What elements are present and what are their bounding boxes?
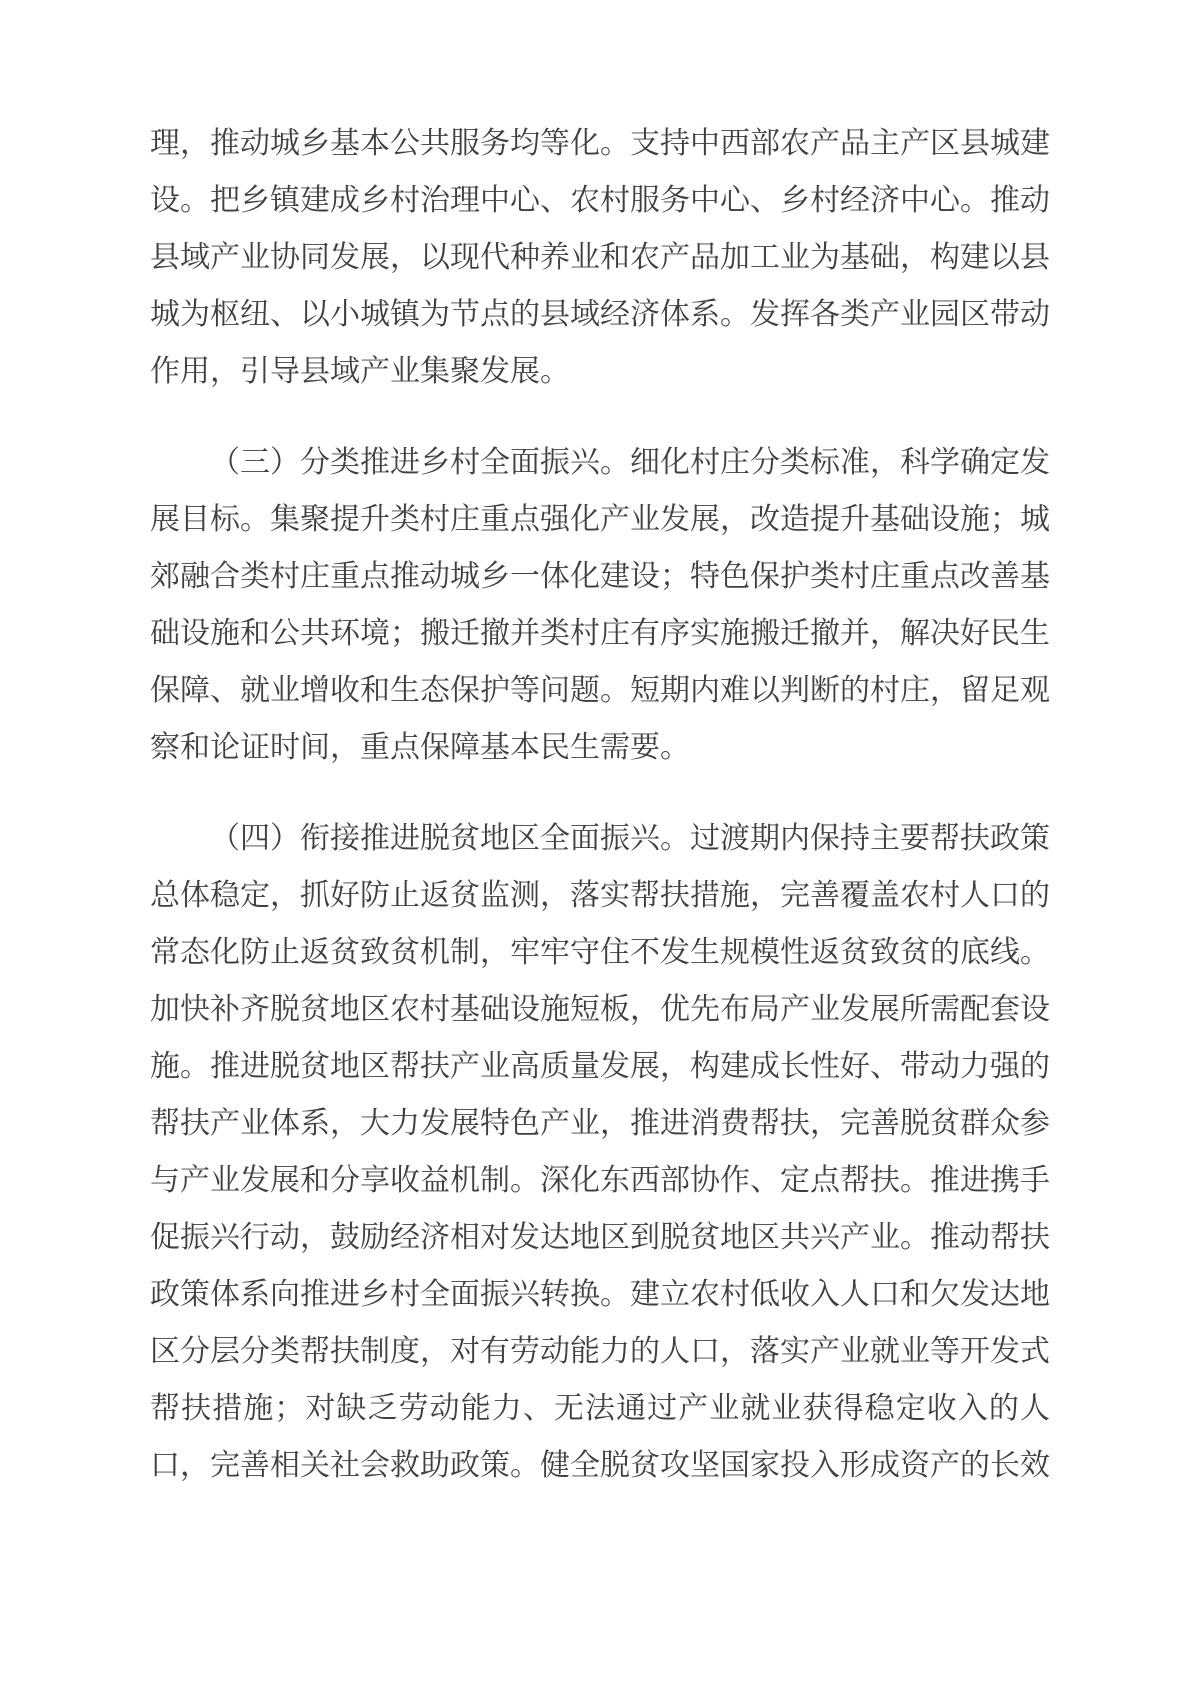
text-line: 与产业发展和分享收益机制。深化东西部协作、定点帮扶。推进携手 [150, 1164, 1050, 1197]
text-line: 设。把乡镇建成乡村治理中心、农村服务中心、乡村经济中心。推动 [150, 184, 1050, 217]
document-text-block [150, 115, 1050, 1494]
paragraph-continued [150, 115, 1050, 400]
text-line: 加快补齐脱贫地区农村基础设施短板，优先布局产业发展所需配套设 [150, 993, 1050, 1026]
text-line: 郊融合类村庄重点推动城乡一体化建设；特色保护类村庄重点改善基 [150, 560, 1050, 593]
text-line: 区分层分类帮扶制度，对有劳动能力的人口，落实产业就业等开发式 [150, 1335, 1050, 1368]
text-line: 县域产业协同发展，以现代种养业和农产品加工业为基础，构建以县 [150, 241, 1050, 274]
text-line: 施。推进脱贫地区帮扶产业高质量发展，构建成长性好、带动力强的 [150, 1050, 1050, 1083]
text-line: 展目标。集聚提升类村庄重点强化产业发展，改造提升基础设施；城 [150, 503, 1050, 536]
text-line: 保障、就业增收和生态保护等问题。短期内难以判断的村庄，留足观 [150, 674, 1050, 707]
text-line: 口，完善相关社会救助政策。健全脱贫攻坚国家投入形成资产的长效 [150, 1449, 1050, 1482]
text-line: 础设施和公共环境；搬迁撤并类村庄有序实施搬迁撤并，解决好民生 [150, 617, 1050, 650]
text-line: 帮扶措施；对缺乏劳动能力、无法通过产业就业获得稳定收入的人 [150, 1392, 1050, 1425]
text-line: 察和论证时间，重点保障基本民生需要。 [150, 731, 690, 764]
text-line: 帮扶产业体系，大力发展特色产业，推进消费帮扶，完善脱贫群众参 [150, 1107, 1050, 1140]
text-line: 理，推动城乡基本公共服务均等化。支持中西部农产品主产区县城建 [150, 127, 1050, 160]
text-line: 常态化防止返贫致贫机制，牢牢守住不发生规模性返贫致贫的底线。 [150, 936, 1050, 969]
text-line: （四）衔接推进脱贫地区全面振兴。过渡期内保持主要帮扶政策 [210, 822, 1050, 855]
text-line: 城为枢纽、以小城镇为节点的县域经济体系。发挥各类产业园区带动 [150, 298, 1050, 331]
text-line: （三）分类推进乡村全面振兴。细化村庄分类标准，科学确定发 [210, 446, 1050, 479]
text-line: 作用，引导县域产业集聚发展。 [150, 355, 570, 388]
text-line: 政策体系向推进乡村全面振兴转换。建立农村低收入人口和欠发达地 [150, 1278, 1050, 1311]
text-line: 促振兴行动，鼓励经济相对发达地区到脱贫地区共兴产业。推动帮扶 [150, 1221, 1050, 1254]
paragraph-section-3 [150, 434, 1050, 776]
paragraph-section-4 [150, 810, 1050, 1494]
text-line: 总体稳定，抓好防止返贫监测，落实帮扶措施，完善覆盖农村人口的 [150, 879, 1050, 912]
